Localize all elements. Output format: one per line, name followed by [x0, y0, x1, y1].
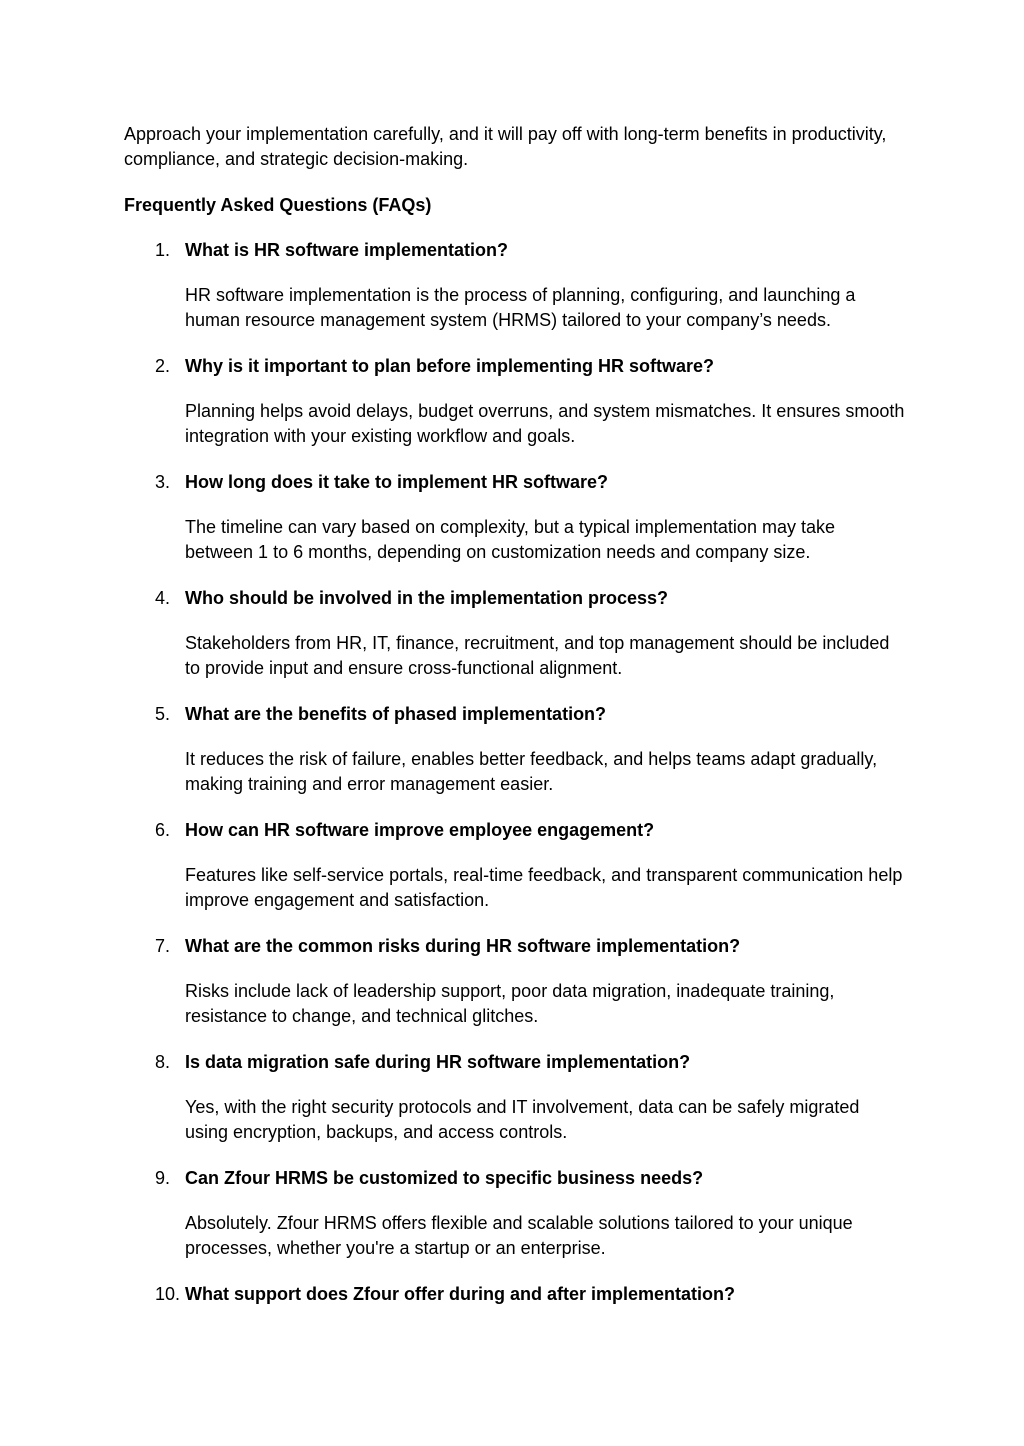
faq-answer: Absolutely. Zfour HRMS offers flexible and scalable solutions tailored to your unique processes, whether you're a startup or an enterprise.	[185, 1213, 853, 1258]
faq-question: What support does Zfour offer during and after implementation?	[185, 1284, 735, 1304]
faq-number: 8.	[155, 1052, 171, 1072]
faq-number: 6.	[155, 820, 171, 840]
faq-answer: It reduces the risk of failure, enables better feedback, and helps teams adapt gradually, making training and error management easier.	[185, 749, 878, 794]
faq-answer: Stakeholders from HR, IT, finance, recruitment, and top management should be included to provide input and ensure cross-functional alignment.	[185, 633, 890, 678]
faq-question: Is data migration safe during HR software implementation?	[185, 1052, 691, 1072]
faq-item	[0, 238, 1024, 333]
faq-item	[0, 354, 1024, 449]
faq-question: Why is it important to plan before implementing HR software?	[185, 356, 715, 376]
faq-answer: Features like self-service portals, real-time feedback, and transparent communication help improve engagement and satisfaction.	[185, 865, 903, 910]
faq-answer: Planning helps avoid delays, budget overruns, and system mismatches. It ensures smooth integration with your existing workflow and goals.	[185, 401, 905, 446]
faq-item	[0, 1282, 1024, 1307]
faq-list	[0, 238, 1024, 1328]
faq-number: 1.	[155, 240, 171, 260]
faq-question: Can Zfour HRMS be customized to specific business needs?	[185, 1168, 704, 1188]
faq-item	[0, 586, 1024, 681]
faq-answer: Risks include lack of leadership support, poor data migration, inadequate training, resistance to change, and technical glitches.	[185, 981, 835, 1026]
faq-question: What are the common risks during HR software implementation?	[185, 936, 741, 956]
faq-question: What is HR software implementation?	[185, 240, 509, 260]
faq-item	[0, 1050, 1024, 1145]
faq-number: 7.	[155, 936, 171, 956]
intro-paragraph: Approach your implementation carefully, and it will pay off with long-term benefits in productivity, compliance, and strategic decision-making.	[124, 124, 887, 169]
faq-item	[0, 470, 1024, 565]
faq-item	[0, 934, 1024, 1029]
faq-answer: The timeline can vary based on complexity, but a typical implementation may take between 1 to 6 months, depending on customization needs and company size.	[185, 517, 835, 562]
faq-question: Who should be involved in the implementation process?	[185, 588, 669, 608]
faq-question: How long does it take to implement HR software?	[185, 472, 609, 492]
faq-answer: HR software implementation is the process of planning, configuring, and launching a human resource management system (HRMS) tailored to your company’s needs.	[185, 285, 856, 330]
faq-item	[0, 1166, 1024, 1261]
faq-heading: Frequently Asked Questions (FAQs)	[124, 195, 432, 215]
faq-answer: Yes, with the right security protocols and IT involvement, data can be safely migrated using encryption, backups, and access controls.	[185, 1097, 860, 1142]
faq-number: 2.	[155, 356, 171, 376]
faq-number: 5.	[155, 704, 171, 724]
faq-number: 3.	[155, 472, 171, 492]
faq-item	[0, 818, 1024, 913]
faq-number: 4.	[155, 588, 171, 608]
faq-question: How can HR software improve employee engagement?	[185, 820, 655, 840]
faq-item	[0, 702, 1024, 797]
faq-number: 10.	[155, 1284, 181, 1304]
faq-number: 9.	[155, 1168, 171, 1188]
faq-question: What are the benefits of phased implementation?	[185, 704, 607, 724]
